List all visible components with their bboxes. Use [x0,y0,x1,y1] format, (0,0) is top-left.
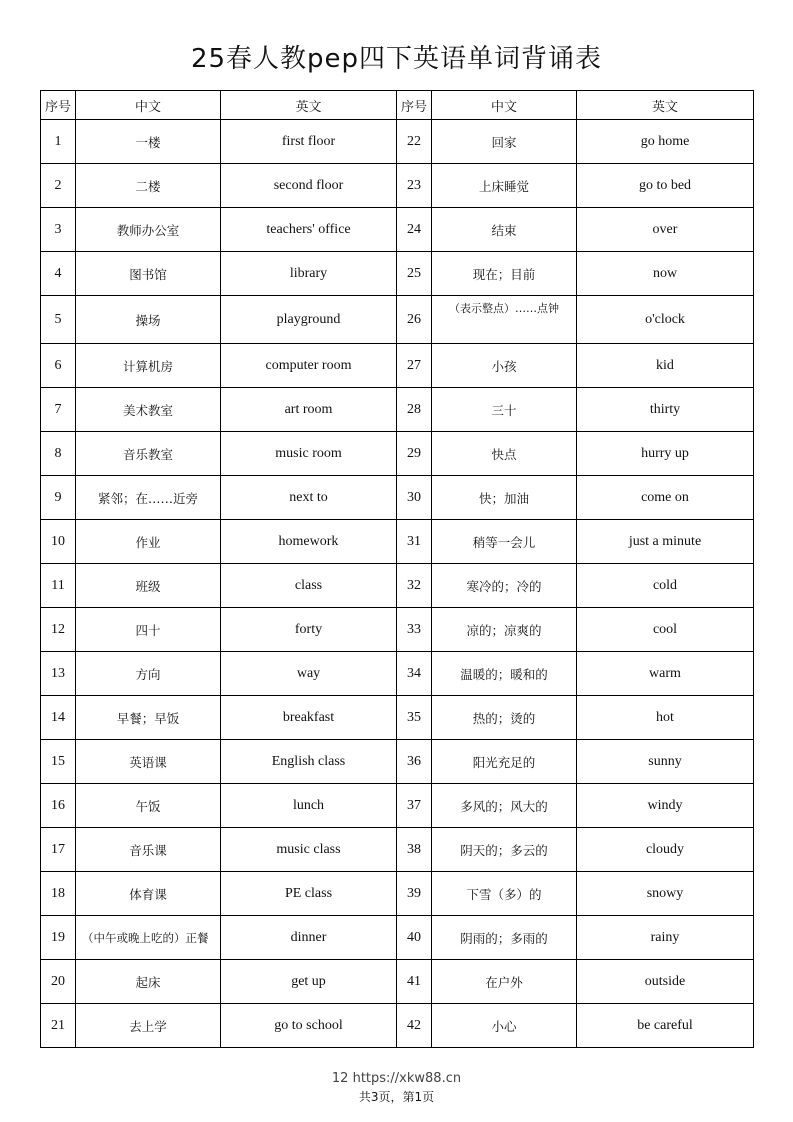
word-english: be careful [577,1004,754,1048]
word-english: hot [577,696,754,740]
word-number: 15 [41,740,76,784]
word-chinese: 美术教室 [76,388,221,432]
word-number: 8 [41,432,76,476]
table-row [41,1004,754,1048]
word-number: 32 [397,564,432,608]
word-number: 42 [397,1004,432,1048]
word-number: 26 [397,296,432,344]
word-number: 9 [41,476,76,520]
word-number: 10 [41,520,76,564]
word-english: cold [577,564,754,608]
word-chinese: 一楼 [76,120,221,164]
word-chinese: 二楼 [76,164,221,208]
word-chinese: 多风的；风大的 [432,784,577,828]
table-row [41,208,754,252]
word-english: class [221,564,397,608]
table-row [41,828,754,872]
header-number: 序号 [397,91,432,120]
word-number: 34 [397,652,432,696]
word-number: 7 [41,388,76,432]
word-chinese: （表示整点）……点钟 [432,296,577,344]
table-row [41,740,754,784]
word-number: 24 [397,208,432,252]
header-chinese: 中文 [76,91,221,120]
word-english: get up [221,960,397,1004]
word-english: lunch [221,784,397,828]
word-chinese: 上床睡觉 [432,164,577,208]
word-chinese: 早餐；早饭 [76,696,221,740]
table-row [41,432,754,476]
table-row [41,696,754,740]
table-row [41,960,754,1004]
word-chinese: 寒冷的；冷的 [432,564,577,608]
word-chinese: 音乐教室 [76,432,221,476]
word-number: 22 [397,120,432,164]
word-number: 41 [397,960,432,1004]
word-english: hurry up [577,432,754,476]
word-chinese: 结束 [432,208,577,252]
word-chinese: 图书馆 [76,252,221,296]
word-english: just a minute [577,520,754,564]
word-chinese: 凉的；凉爽的 [432,608,577,652]
word-english: sunny [577,740,754,784]
header-english: 英文 [221,91,397,120]
word-english: go home [577,120,754,164]
word-english: go to school [221,1004,397,1048]
word-english: rainy [577,916,754,960]
table-header-row [41,91,754,120]
word-english: first floor [221,120,397,164]
word-chinese: 快；加油 [432,476,577,520]
word-english: English class [221,740,397,784]
word-english: snowy [577,872,754,916]
word-chinese: 班级 [76,564,221,608]
word-chinese: 阴天的；多云的 [432,828,577,872]
word-number: 40 [397,916,432,960]
word-english: homework [221,520,397,564]
word-chinese: 在户外 [432,960,577,1004]
word-english: way [221,652,397,696]
table-row [41,916,754,960]
word-english: computer room [221,344,397,388]
word-number: 13 [41,652,76,696]
table-body [41,120,754,1048]
table-row [41,784,754,828]
table-row [41,120,754,164]
word-number: 16 [41,784,76,828]
word-number: 33 [397,608,432,652]
word-number: 36 [397,740,432,784]
word-english: playground [221,296,397,344]
word-chinese: 午饭 [76,784,221,828]
word-english: go to bed [577,164,754,208]
word-chinese: 小孩 [432,344,577,388]
word-chinese: 作业 [76,520,221,564]
word-english: kid [577,344,754,388]
word-number: 35 [397,696,432,740]
footer-site-url: 12 https://xkw88.cn [331,1071,462,1086]
word-number: 11 [41,564,76,608]
word-english: PE class [221,872,397,916]
word-english: next to [221,476,397,520]
word-number: 5 [41,296,76,344]
word-chinese: 体育课 [76,872,221,916]
word-number: 4 [41,252,76,296]
word-number: 1 [41,120,76,164]
word-chinese: 阴雨的；多雨的 [432,916,577,960]
word-number: 20 [41,960,76,1004]
word-chinese: 四十 [76,608,221,652]
word-chinese: 温暖的；暖和的 [432,652,577,696]
word-english: library [221,252,397,296]
header-number: 序号 [41,91,76,120]
word-chinese: 回家 [432,120,577,164]
word-chinese: 热的；烫的 [432,696,577,740]
word-number: 6 [41,344,76,388]
word-number: 23 [397,164,432,208]
word-english: music class [221,828,397,872]
header-english: 英文 [577,91,754,120]
word-english: now [577,252,754,296]
table-row [41,872,754,916]
word-english: cool [577,608,754,652]
word-chinese: 起床 [76,960,221,1004]
word-number: 12 [41,608,76,652]
word-chinese: 教师办公室 [76,208,221,252]
table-row [41,520,754,564]
table-row [41,608,754,652]
word-chinese: 音乐课 [76,828,221,872]
page-title: 25春人教pep四下英语单词背诵表 [190,44,603,74]
footer-page-number: 共3页，第1页 [358,1090,435,1104]
word-english: dinner [221,916,397,960]
vocabulary-table [40,90,754,1048]
word-english: forty [221,608,397,652]
word-english: music room [221,432,397,476]
word-english: over [577,208,754,252]
header-chinese: 中文 [432,91,577,120]
word-chinese: 操场 [76,296,221,344]
word-number: 17 [41,828,76,872]
word-number: 14 [41,696,76,740]
table-row [41,252,754,296]
table-row [41,388,754,432]
word-number: 28 [397,388,432,432]
table-row [41,344,754,388]
word-chinese: 现在；目前 [432,252,577,296]
word-chinese: 快点 [432,432,577,476]
word-english: second floor [221,164,397,208]
word-chinese: 稍等一会儿 [432,520,577,564]
word-chinese: 去上学 [76,1004,221,1048]
table-row [41,296,754,344]
table-row [41,164,754,208]
table-row [41,564,754,608]
word-number: 2 [41,164,76,208]
word-number: 18 [41,872,76,916]
table-row [41,652,754,696]
table-row [41,476,754,520]
word-english: cloudy [577,828,754,872]
word-english: windy [577,784,754,828]
word-number: 31 [397,520,432,564]
word-chinese: 计算机房 [76,344,221,388]
word-english: come on [577,476,754,520]
word-number: 38 [397,828,432,872]
word-english: warm [577,652,754,696]
word-number: 37 [397,784,432,828]
word-chinese: 下雪（多）的 [432,872,577,916]
word-number: 19 [41,916,76,960]
word-chinese: 紧邻；在……近旁 [76,476,221,520]
word-english: art room [221,388,397,432]
word-number: 30 [397,476,432,520]
word-english: outside [577,960,754,1004]
word-number: 29 [397,432,432,476]
word-chinese: 三十 [432,388,577,432]
word-english: thirty [577,388,754,432]
word-chinese: 阳光充足的 [432,740,577,784]
word-number: 21 [41,1004,76,1048]
word-chinese: 小心 [432,1004,577,1048]
word-chinese: 英语课 [76,740,221,784]
word-number: 39 [397,872,432,916]
word-number: 3 [41,208,76,252]
word-english: breakfast [221,696,397,740]
word-english: teachers' office [221,208,397,252]
word-chinese: （中午或晚上吃的）正餐 [76,916,221,960]
word-english: o'clock [577,296,754,344]
word-number: 25 [397,252,432,296]
word-number: 27 [397,344,432,388]
word-chinese: 方向 [76,652,221,696]
